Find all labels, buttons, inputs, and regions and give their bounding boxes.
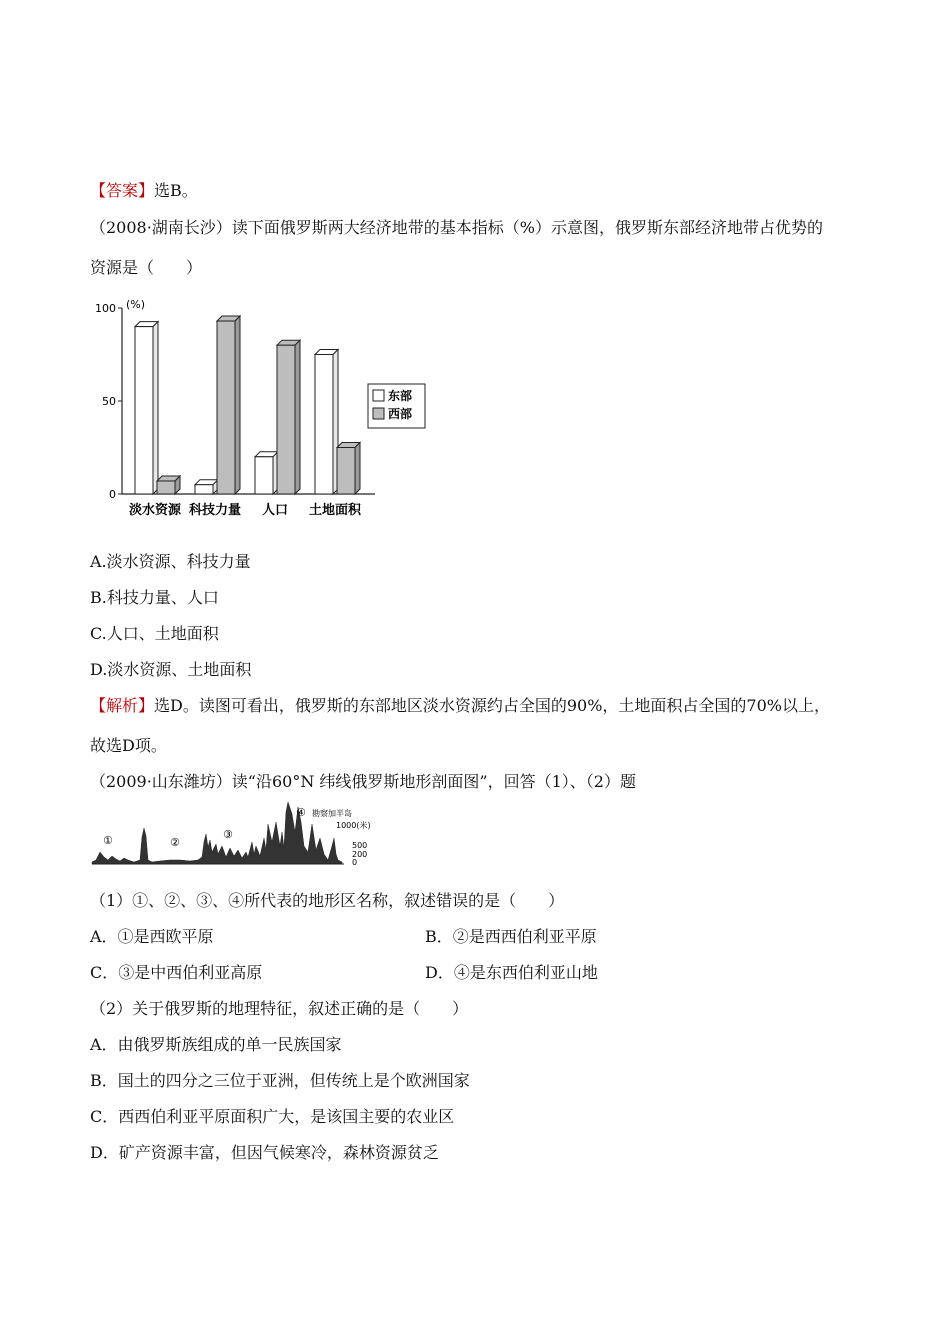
question-stem-line1: （2008·湖南长沙）读下面俄罗斯两大经济地带的基本指标（%）示意图，俄罗斯东部经济地带占优势的 (90, 218, 824, 237)
question2-stem: （2009·山东潍坊）读“沿60°N 纬线俄罗斯地形剖面图”，回答（1）、（2）题 (90, 772, 636, 791)
category-label: 科技力量 (188, 503, 242, 518)
bar (277, 345, 295, 494)
analysis-tag: 【解析】 (90, 696, 155, 715)
sub1-option-a: A．①是西欧平原 (90, 927, 214, 946)
sub2-option-c: C．西西伯利亚平原面积广大，是该国主要的农业区 (90, 1107, 455, 1126)
category-label: 淡水资源 (128, 503, 182, 518)
bar (157, 481, 175, 494)
answer-tag: 【答案】 (90, 181, 155, 200)
legend-label: 西部 (388, 407, 413, 421)
bar-side (235, 316, 240, 494)
scale-1000: 1000(米) (336, 821, 371, 830)
bar (255, 457, 273, 494)
answer-text: 选B。 (154, 181, 198, 200)
option-b: B.科技力量、人口 (90, 588, 219, 607)
sub2-option-d: D．矿产资源丰富，但因气候寒冷，森林资源贫乏 (90, 1143, 439, 1162)
legend-swatch (373, 408, 384, 419)
y-tick-label: 50 (102, 395, 116, 408)
scale-500: 500 (352, 841, 368, 850)
bar (195, 485, 213, 494)
option-c: C.人口、土地面积 (90, 624, 219, 643)
category-label: 人口 (261, 503, 289, 518)
profile-marker-2: ② (170, 836, 180, 849)
y-tick-label: 0 (109, 488, 116, 501)
scale-0: 0 (352, 858, 358, 867)
bar (337, 448, 355, 495)
option-a: A.淡水资源、科技力量 (90, 552, 251, 571)
bar (315, 355, 333, 495)
sub1-option-c: C．③是中西伯利亚高原 (90, 963, 263, 982)
bar-side (295, 340, 300, 494)
sub2-option-b: B．国土的四分之三位于亚洲，但传统上是个欧洲国家 (90, 1071, 470, 1090)
sub2-option-a: A．由俄罗斯族组成的单一民族国家 (90, 1035, 342, 1054)
peninsula-label: 勘察加半岛 (312, 809, 352, 818)
legend-label: 东部 (388, 389, 413, 403)
profile-marker-1: ① (103, 834, 113, 847)
sub1-stem: （1）①、②、③、④所代表的地形区名称，叙述错误的是（ ） (90, 891, 565, 910)
terrain-profile-diagram (90, 802, 390, 872)
bar (135, 327, 153, 494)
sub1-option-d: D．④是东西伯利亚山地 (425, 963, 598, 982)
answer-line (90, 180, 198, 202)
y-tick-label: 100 (95, 302, 116, 315)
analysis-line1 (90, 695, 830, 717)
scale-200: 200 (352, 850, 368, 859)
sub2-stem: （2）关于俄罗斯的地理特征，叙述正确的是（ ） (90, 999, 469, 1018)
analysis-line2: 故选D项。 (90, 736, 167, 755)
bar-chart (90, 292, 413, 522)
option-d: D.淡水资源、土地面积 (90, 660, 252, 679)
analysis-text: 选D。读图可看出，俄罗斯的东部地区淡水资源约占全国的90%，土地面积占全国的70%以上， (154, 696, 830, 715)
category-label: 土地面积 (308, 503, 362, 518)
profile-marker-4: ④ (296, 806, 306, 819)
bar-side (355, 443, 360, 495)
unit-label: (%) (126, 298, 146, 311)
profile-marker-3: ③ (223, 828, 233, 841)
bar-side (153, 322, 158, 494)
question-stem-line2: 资源是（ ） (90, 258, 203, 277)
bar (217, 321, 235, 494)
sub1-option-b: B．②是西西伯利亚平原 (425, 927, 597, 946)
legend-swatch (373, 390, 384, 401)
